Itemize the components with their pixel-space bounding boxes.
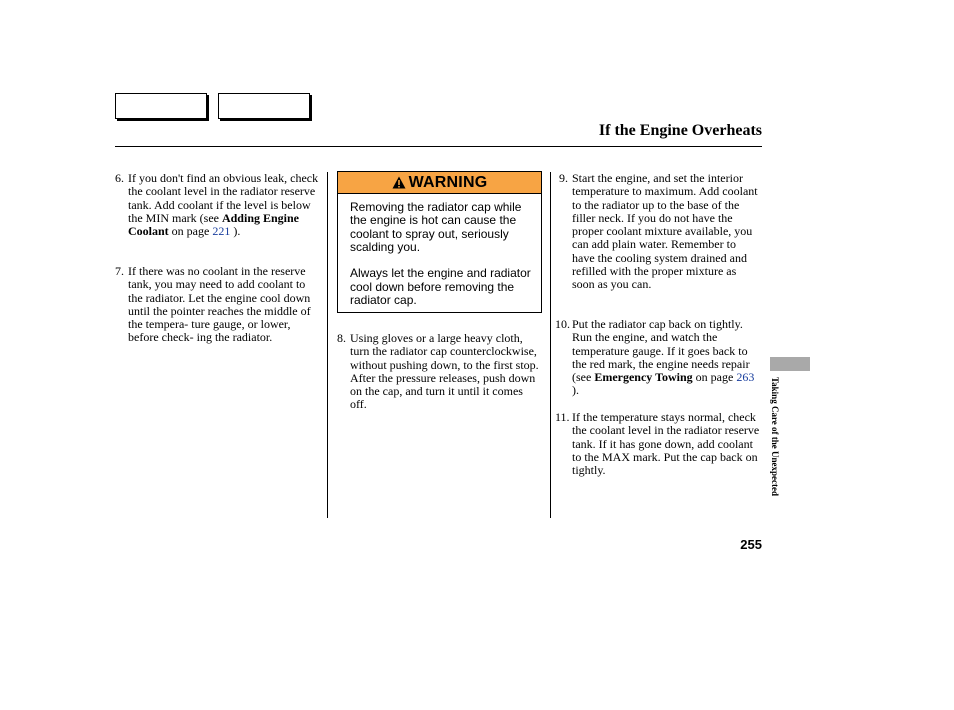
page-link-221[interactable]: 221	[212, 224, 231, 239]
step-9-text: Start the engine, and set the interior temperature to maximum. Add coolant to the radiator up to the base of the filler neck. If you do not have the proper coolant mixture available, you can add plain water. Remember to have the cooling system drained and refilled with the proper mixture as soon as you can.	[572, 171, 758, 292]
warning-label: WARNING	[408, 173, 488, 191]
section-label-text: Taking Care of the Unexpected	[770, 377, 780, 496]
warning-paragraph-1: Removing the radiator cap while the engine is hot can cause the coolant to spray out, seriously scalding you.	[350, 200, 522, 254]
step-11-number: 11.	[555, 410, 570, 424]
warning-paragraph-2: Always let the engine and radiator cool down before removing the radiator cap.	[350, 266, 531, 308]
section-tab	[770, 357, 810, 371]
section-label	[769, 377, 783, 529]
warning-body	[338, 194, 541, 307]
step-10-ref-emergency-towing: Emergency Towing	[594, 370, 693, 385]
step-7	[115, 265, 321, 345]
step-9-number: 9.	[559, 171, 568, 185]
nav-button-1[interactable]	[115, 93, 207, 119]
step-8	[337, 332, 542, 412]
page-number: 255	[740, 537, 762, 552]
step-10-text-a: Put the radiator cap back on tightly. Run the engine, and watch the temperature gauge. If it goes back to the red mark, the engine needs repair (see	[572, 317, 750, 385]
title-divider	[115, 146, 762, 147]
column-divider-1	[327, 172, 328, 518]
step-8-text: Using gloves or a large heavy cloth, turn the radiator cap counterclockwise, without pushing down, to the first stop. After the pressure releases, push down on the cap, and turn it until it comes off.	[350, 331, 539, 412]
step-10-number: 10.	[555, 317, 570, 331]
warning-box	[337, 171, 542, 313]
step-7-number: 7.	[115, 264, 124, 278]
step-6-text-a: If you don't find an obvious leak, check the coolant level in the radiator reserve tank. Add coolant if the level is below the MIN mark (see	[128, 171, 319, 225]
nav-button-2[interactable]	[218, 93, 310, 119]
page-link-263[interactable]: 263	[736, 370, 755, 385]
step-9	[559, 172, 761, 292]
step-11-text: If the temperature stays normal, check the coolant level in the radiator reserve tank. If it has gone down, add coolant to the MAX mark. Put the cap back on tightly.	[572, 410, 760, 478]
step-10	[555, 318, 761, 398]
step-6-number: 6.	[115, 171, 124, 185]
step-10-text	[572, 318, 761, 398]
step-6-text-b: on page	[168, 224, 213, 239]
warning-triangle-icon	[392, 176, 406, 189]
step-11	[555, 411, 761, 477]
warning-header	[338, 172, 541, 194]
step-8-number: 8.	[337, 331, 346, 345]
column-divider-2	[550, 172, 551, 518]
step-6	[115, 172, 319, 238]
step-6-text	[128, 172, 319, 238]
page-title: If the Engine Overheats	[598, 122, 762, 139]
step-10-text-b: on page	[692, 370, 737, 385]
step-6-ref-adding-engine-coolant: Adding Engine Coolant	[128, 210, 300, 239]
step-6-text-c: ).	[230, 224, 241, 239]
step-10-text-c: ).	[572, 383, 579, 398]
step-7-text: If there was no coolant in the reserve tank, you may need to add coolant to the radiator. Let the engine cool down until the pointer reaches the middle of the tempera- ture gauge, or lower, before check- ing the radiator.	[128, 264, 311, 345]
